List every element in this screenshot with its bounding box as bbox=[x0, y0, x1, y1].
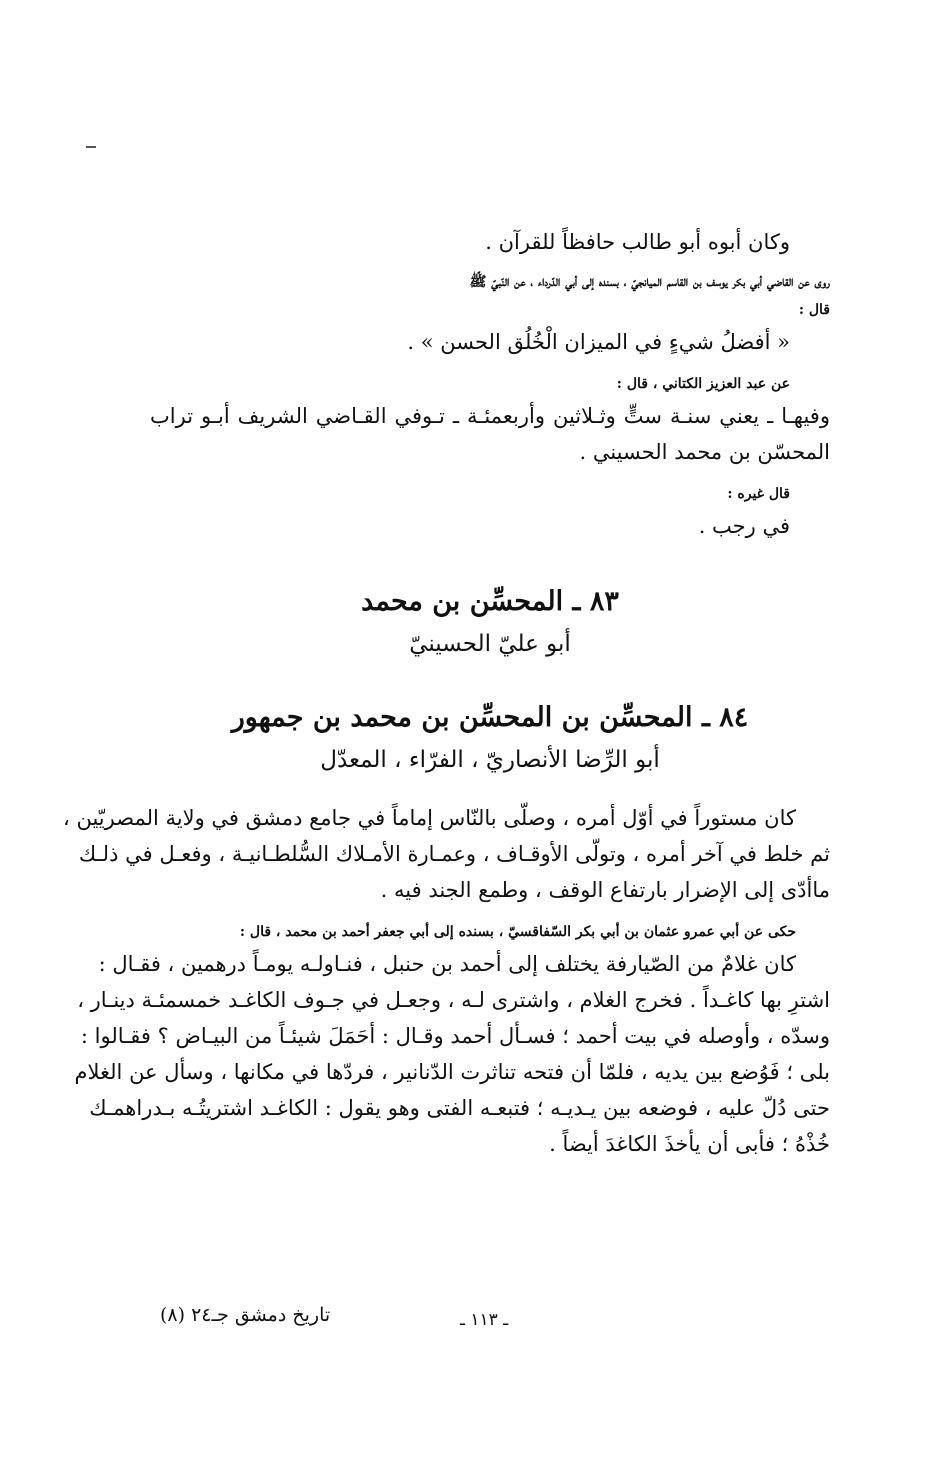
entry-84-para1-line-1: كان مستوراً في أوّل أمره ، وصلّى بالنّاس إماماً في جامع دمشق في ولاية المصريّين ، bbox=[63, 806, 796, 830]
entry-84-para2-line-4: بلى ؛ فَوُضع بين يديه ، فلمّا أن فتحه تناثرت الدّنانير ، فردّها في مكانها ، وسأل عن الغلام bbox=[74, 1060, 830, 1084]
page-number: ـ ١١٣ ـ bbox=[460, 1310, 509, 1330]
entry-83-subtitle: أبو عليّ الحسينيّ bbox=[409, 631, 571, 657]
entry-84-para2-line-1: كان غلامٌ من الصّيارفة يختلف إلى أحمد بن حنبل ، فنـاولـه يومـاً درهمين ، فقـال : bbox=[98, 952, 796, 976]
page-footer bbox=[150, 1304, 830, 1344]
volume-signature: تاريخ دمشق جـ٢٤ (٨) bbox=[160, 1304, 331, 1326]
scan-speck bbox=[86, 146, 96, 148]
text-line-father: وكان أبوه أبو طالب حافظاً للقرآن . bbox=[485, 230, 790, 254]
death-notice-line-1: وفيهـا ـ يعني سنـة ستٍّ وثـلاثين وأربعمئـة ـ تـوفي القـاضي الشريف أبـو تراب bbox=[150, 404, 830, 428]
entry-84-para2-line-5: حتى دُلّ عليه ، فوضعه بين يـديـه ؛ فتبعـه الفتى وهو يقول : الكاغـد اشتريتُـه بـدراهمـك bbox=[89, 1096, 830, 1120]
entry-84-title: ٨٤ ـ المحسِّن بن المحسِّن بن محمد بن جمهور bbox=[231, 702, 749, 733]
other-said-line: قال غيره : bbox=[727, 486, 790, 502]
source-attribution-line: عن عبد العزيز الكتاني ، قال : bbox=[616, 376, 790, 392]
entry-84-subtitle: أبو الرِّضا الأنصاريّ ، الفرّاء ، المعدّل bbox=[320, 747, 660, 773]
hadith-line: « أفضلُ شيءٍ في الميزان الْخُلُق الحسن » . bbox=[407, 330, 790, 354]
entry-84-para2-line-2: اشترِ بها كاغـداً . فخرج الغلام ، واشترى لـه ، وجعـل في جـوف الكاغـد خمسمئـة دينـار ، bbox=[77, 988, 830, 1012]
page-content bbox=[63, 224, 830, 1162]
entry-84-chain-line: حكى عن أبي عمرو عثمان بن أبي بكر السّفاقسيّ ، بسنده إلى أبي جعفر أحمد بن محمد ، قال : bbox=[239, 924, 796, 940]
entry-83-title: ٨٣ ـ المحسِّن بن محمد bbox=[361, 586, 619, 617]
entry-84-para1-line-2: ثم خلط في آخر أمره ، وتولّى الأوقـاف ، وعمـارة الأمـلاك السُّلطـانيـة ، وفعـل في ذلـك bbox=[78, 842, 830, 866]
narration-said-line: قال : bbox=[798, 302, 830, 318]
death-notice-line-2: المحسّن بن محمد الحسيني . bbox=[579, 440, 830, 464]
month-line: في رجب . bbox=[698, 514, 790, 538]
entry-84-para2-line-3: وسدّه ، وأوصله في بيت أحمد ؛ فسـأل أحمد وقـال : أحَمَلَ شيئـاً من البيـاض ؟ فقـالوا : bbox=[80, 1024, 830, 1048]
narration-chain-line: روى عن القاضي أبي بكر يوسف بن القاسم الميانجيّ ، بسنده إلى أبي الدّرداء ، عن النّبيّ ﷺ bbox=[469, 274, 830, 290]
entry-84-para1-line-3: ماأدّى إلى الإضرار بارتفاع الوقف ، وطمع الجند فيه . bbox=[380, 878, 830, 902]
entry-84-para2-line-6: خُذْهُ ؛ فأبى أن يأخذَ الكاغدَ أيضاً . bbox=[549, 1132, 830, 1156]
